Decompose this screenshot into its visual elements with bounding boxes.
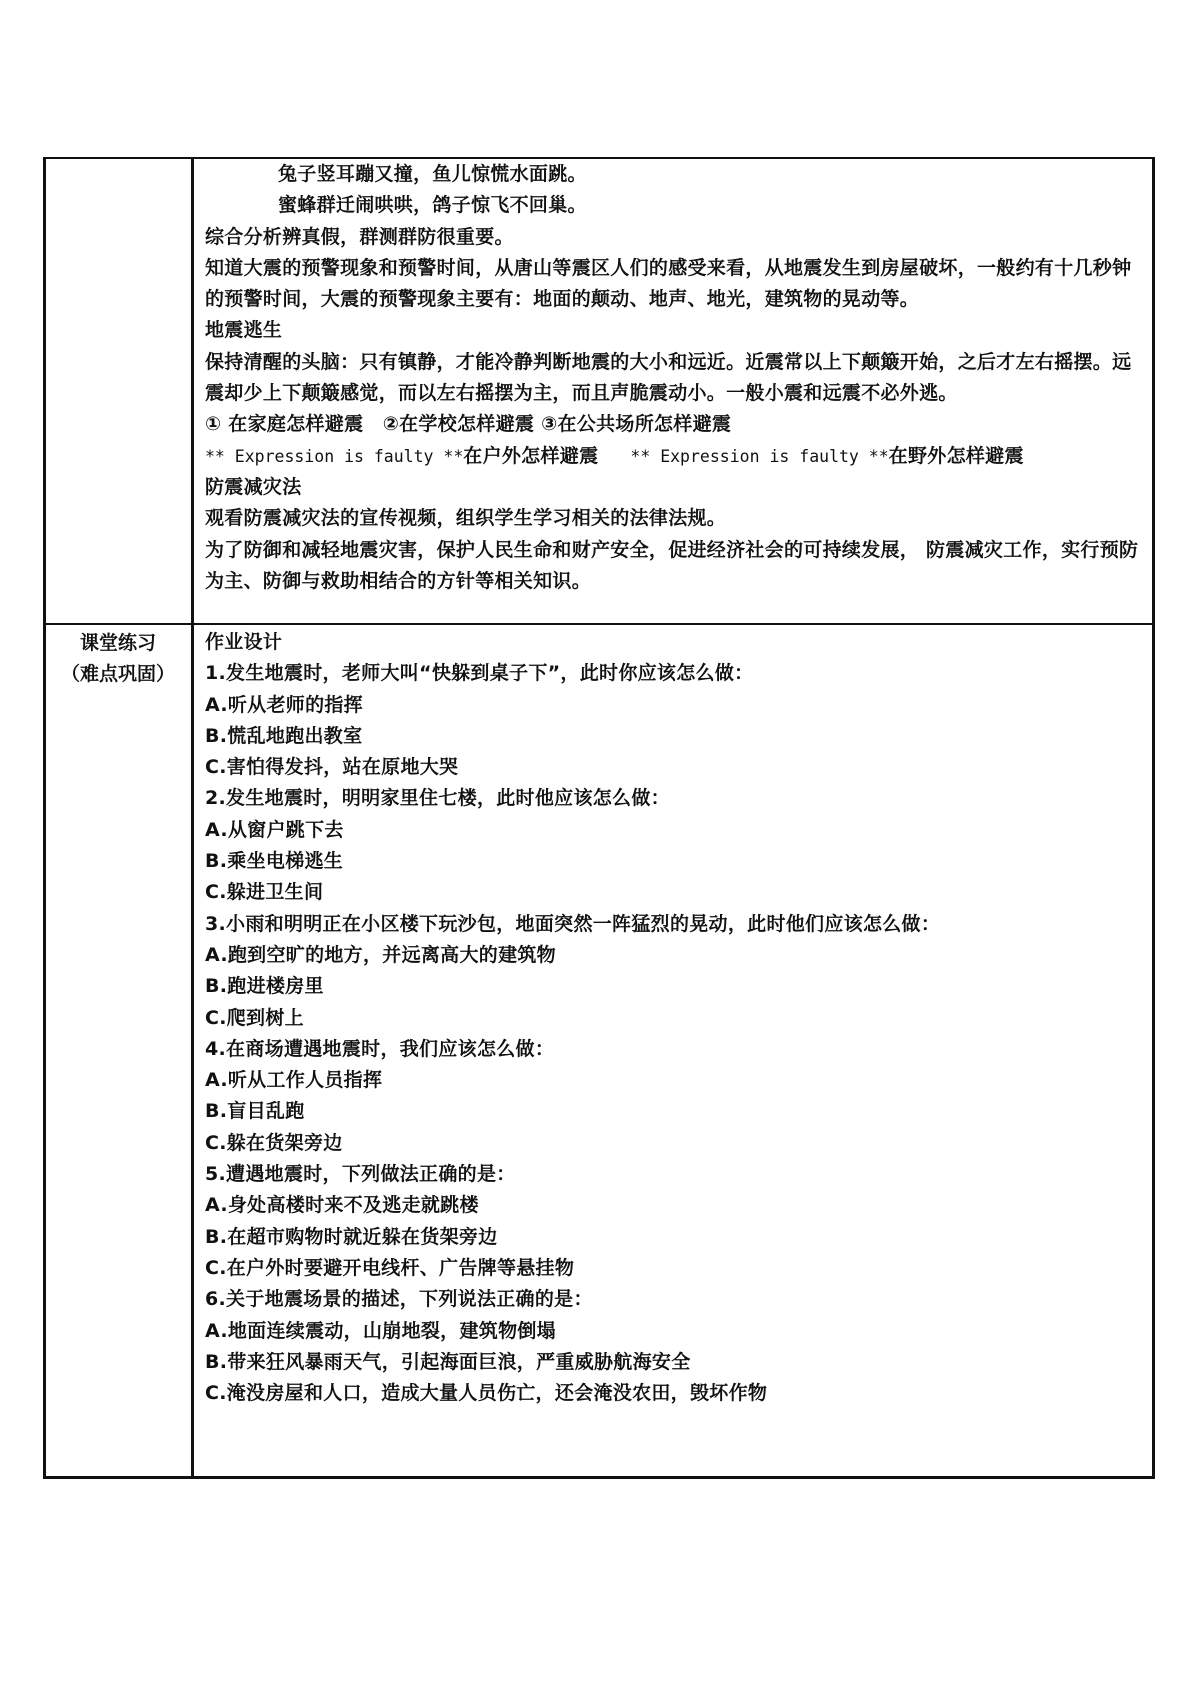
question-line: 3.小雨和明明正在小区楼下玩沙包，地面突然一阵猛烈的晃动，此时他们应该怎么做： — [205, 912, 941, 935]
faulty-expression-line — [205, 441, 1145, 472]
field-error-text: ** Expression is faulty ** — [205, 446, 464, 466]
option-line: A.从窗户跳下去 — [205, 818, 344, 841]
option-line: A.听从工作人员指挥 — [205, 1069, 383, 1092]
row-label-line: （难点巩固） — [60, 663, 175, 685]
option-line: B.乘坐电梯逃生 — [205, 850, 344, 873]
option-line: A.跑到空旷的地方，并远离高大的建筑物 — [205, 943, 556, 966]
option-line: C.爬到树上 — [205, 1006, 304, 1029]
option-line: C.害怕得发抖，站在原地大哭 — [205, 756, 459, 779]
text-paragraph: 保持清醒的头脑：只有镇静，才能冷静判断地震的大小和远近。近震常以上下颠簸开始，之后才左右摇摆。远震却少上下颠簸感觉，而以左右摇摆为主，而且声脆震动小。一般小震和远震不必外逃。 — [205, 350, 1132, 405]
text-line: 观看防震减灾法的宣传视频，组织学生学习相关的法律法规。 — [205, 507, 727, 530]
text-paragraph: 为了防御和减轻地震灾害，保护人民生命和财产安全，促进经济社会的可持续发展， 防震减灾工作，实行预防为主、防御与救助相结合的方针等相关知识。 — [205, 538, 1139, 592]
option-line: B.带来狂风暴雨天气，引起海面巨浪，严重威胁航海安全 — [205, 1350, 691, 1373]
text-line: 综合分析辨真假，群测群防很重要。 — [205, 225, 514, 248]
option-line: C.淹没房屋和人口，造成大量人员伤亡，还会淹没农田，毁坏作物 — [205, 1382, 768, 1405]
option-line: C.躲在货架旁边 — [205, 1131, 343, 1154]
question-line: 5.遭遇地震时，下列做法正确的是： — [205, 1163, 516, 1186]
option-line: A.身处高楼时来不及逃走就跳楼 — [205, 1194, 479, 1217]
option-line: B.慌乱地跑出教室 — [205, 724, 363, 747]
section-heading: 地震逃生 — [205, 319, 283, 342]
content-row — [43, 157, 1155, 623]
row-label — [43, 628, 193, 690]
option-line: B.盲目乱跑 — [205, 1100, 305, 1123]
exercise-title: 作业设计 — [205, 631, 283, 653]
option-line: A.地面连续震动，山崩地裂，建筑物倒塌 — [205, 1319, 556, 1342]
content-cell — [205, 159, 1145, 597]
poem-line: 兔子竖耳蹦又撞，鱼儿惊慌水面跳。 — [278, 163, 587, 185]
option-line: B.跑进楼房里 — [205, 975, 324, 998]
option-line: B.在超市购物时就近躲在货架旁边 — [205, 1225, 498, 1248]
section-heading: 防震减灾法 — [205, 475, 302, 498]
text-fragment: 在户外怎样避震 — [463, 444, 599, 467]
option-line: C.在户外时要避开电线杆、广告牌等悬挂物 — [205, 1256, 575, 1279]
question-line: 1.发生地震时，老师大叫“快躲到桌子下”，此时你应该怎么做： — [205, 662, 754, 685]
option-line: A.听从老师的指挥 — [205, 693, 363, 716]
field-error-text: ** Expression is faulty ** — [630, 446, 889, 466]
text-line: ① 在家庭怎样避震 ②在学校怎样避震 ③在公共场所怎样避震 — [205, 413, 732, 436]
option-line: C.躲进卫生间 — [205, 881, 324, 904]
text-paragraph: 知道大震的预警现象和预警时间，从唐山等震区人们的感受来看，从地震发生到房屋破坏，一般约有十几秒钟的预警时间，大震的预警现象主要有：地面的颠动、地声、地光，建筑物的晃动等。 — [205, 256, 1132, 311]
poem-line: 蜜蜂群迁闹哄哄，鸽子惊飞不回巢。 — [278, 194, 587, 217]
question-line: 4.在商场遭遇地震时，我们应该怎么做： — [205, 1037, 555, 1060]
exercise-row — [43, 625, 1155, 1476]
question-line: 6.关于地震场景的描述，下列说法正确的是： — [205, 1288, 593, 1311]
table-bottom-border — [43, 1476, 1155, 1479]
question-line: 2.发生地震时，明明家里住七楼，此时他应该怎么做： — [205, 787, 670, 810]
text-fragment: 在野外怎样避震 — [888, 444, 1024, 467]
exercise-cell — [205, 627, 1145, 1409]
row-label-line: 课堂练习 — [79, 632, 156, 654]
